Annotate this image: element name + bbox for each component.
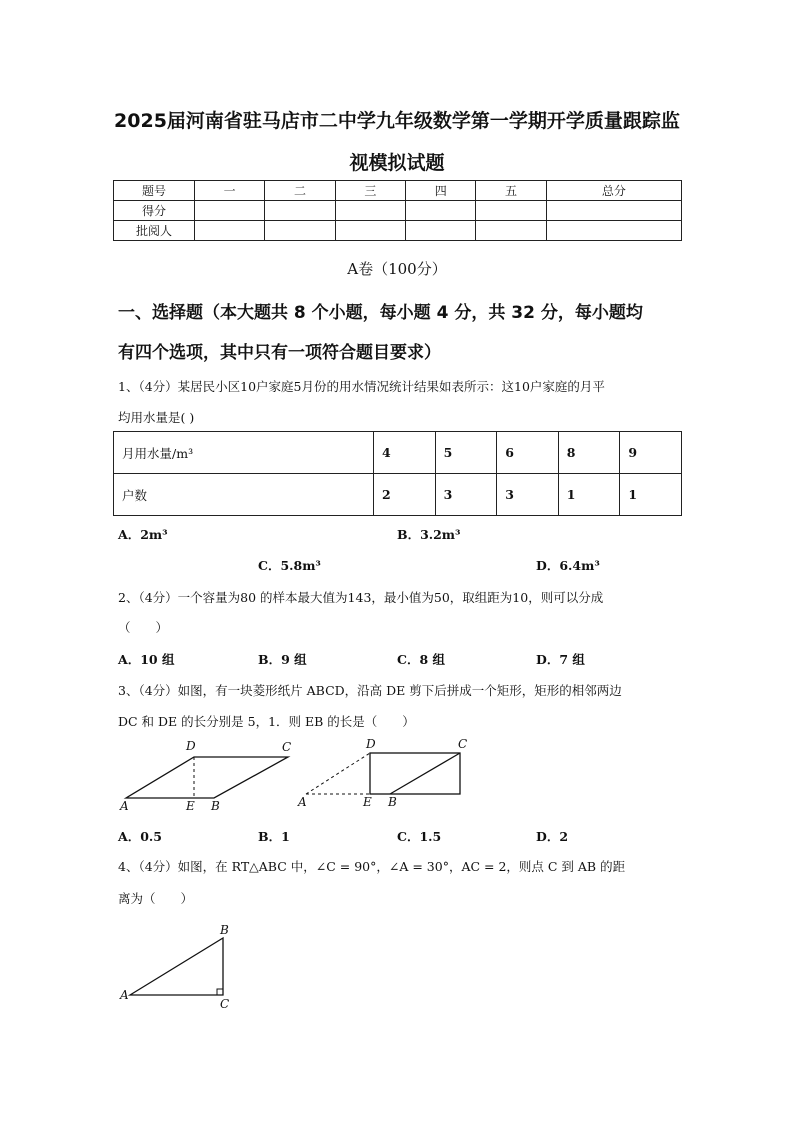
q3-option-a: A．0.5 (118, 829, 162, 844)
exam-title-line2: 视模拟试题 (349, 152, 445, 174)
q4-figure (116, 920, 246, 1012)
fig-label: C (458, 737, 468, 751)
table-cell: 2 (374, 474, 436, 516)
table-cell: 3 (435, 474, 497, 516)
fig-label: E (363, 795, 372, 809)
fig-label: E (186, 799, 195, 813)
table-cell: 6 (497, 432, 559, 474)
score-cell (195, 221, 265, 241)
fig-label: B (211, 799, 220, 813)
q4-text-line1: 4、（4分）如图，在 RT△ABC 中，∠C = 90°，∠A = 30°，AC = 2，则点 C 到 AB 的距 (118, 859, 626, 874)
fig-label: D (186, 739, 196, 753)
table-cell: 8 (558, 432, 620, 474)
score-cell (476, 201, 546, 221)
score-cell (406, 201, 476, 221)
score-header-cell: 一 (195, 181, 265, 201)
fig-label: C (282, 740, 292, 754)
table-cell: 9 (620, 432, 682, 474)
score-header-cell: 题号 (114, 181, 195, 201)
score-cell (265, 221, 335, 241)
table-row (114, 432, 682, 474)
score-header-cell: 二 (265, 181, 335, 201)
score-row-label: 批阅人 (114, 221, 195, 241)
rectangle-shape (370, 753, 460, 794)
score-header-cell: 五 (476, 181, 546, 201)
q1-text-line2: 均用水量是( ) (118, 410, 195, 425)
fig-label: A (120, 799, 129, 813)
score-row-label: 得分 (114, 201, 195, 221)
q2-option-a: A．10 组 (118, 652, 175, 667)
score-cell (195, 201, 265, 221)
q1-option-c: C．5.8m³ (258, 558, 321, 573)
score-header-cell: 三 (335, 181, 405, 201)
part1-heading-line2: 有四个选项，其中只有一项符合题目要求） (118, 343, 441, 363)
q2-option-b: B．9 组 (258, 652, 307, 667)
fig-label: B (220, 923, 229, 937)
section-a-heading: A卷（100分） (347, 260, 447, 278)
fig-label: D (366, 737, 376, 751)
q3-option-c: C．1.5 (397, 829, 442, 844)
score-header-cell: 四 (406, 181, 476, 201)
table-cell: 1 (620, 474, 682, 516)
score-cell (335, 221, 405, 241)
table-row (114, 474, 682, 516)
fig-label: B (388, 795, 397, 809)
right-triangle-shape (130, 938, 223, 995)
table-cell: 5 (435, 432, 497, 474)
table-cell: 户数 (114, 474, 374, 516)
fig-label: A (120, 988, 129, 1002)
fig-label: A (298, 795, 307, 809)
q1-data-table (113, 431, 682, 516)
segment-bc (390, 753, 460, 794)
score-table-row (114, 221, 682, 241)
q1-text-line1: 1、（4分）某居民小区10户家庭5月份的用水情况统计结果如表所示：这10户家庭的月平 (118, 379, 605, 394)
score-cell (406, 221, 476, 241)
q2-text-line2: （ ） (118, 620, 169, 635)
right-angle-mark (217, 989, 223, 995)
q3-option-b: B．1 (258, 829, 290, 844)
table-cell: 1 (558, 474, 620, 516)
exam-title-line1: 2025届河南省驻马店市二中学九年级数学第一学期开学质量跟踪监 (114, 110, 680, 132)
score-header-cell: 总分 (546, 181, 681, 201)
part1-heading-line1: 一、选择题（本大题共 8 个小题，每小题 4 分，共 32 分，每小题均 (118, 303, 643, 323)
rhombus-shape (126, 757, 288, 798)
score-table-header-row (114, 181, 682, 201)
q3-text-line2: DC 和 DE 的长分别是 5，1．则 EB 的长是（ ） (118, 714, 415, 729)
q1-option-a: A．2m³ (118, 527, 168, 542)
score-table-row (114, 201, 682, 221)
table-cell: 3 (497, 474, 559, 516)
table-cell: 月用水量/m³ (114, 432, 374, 474)
q3-text-line1: 3、（4分）如图，有一块菱形纸片 ABCD，沿高 DE 剪下后拼成一个矩形，矩形的相邻两边 (118, 683, 622, 698)
score-cell (265, 201, 335, 221)
q3-option-d: D．2 (536, 829, 569, 844)
dashed-ad (306, 753, 370, 794)
q3-figure (116, 736, 476, 816)
score-table (113, 180, 682, 241)
q1-option-d: D．6.4m³ (536, 558, 600, 573)
q2-option-c: C．8 组 (397, 652, 445, 667)
q2-option-d: D．7 组 (536, 652, 585, 667)
q2-text-line1: 2、（4分）一个容量为80 的样本最大值为143，最小值为50，取组距为10，则可以分成 (118, 590, 604, 605)
fig-label: C (220, 997, 230, 1011)
score-cell (546, 221, 681, 241)
table-cell: 4 (374, 432, 436, 474)
score-cell (546, 201, 681, 221)
q4-text-line2: 离为（ ） (118, 891, 194, 906)
q1-option-b: B．3.2m³ (397, 527, 461, 542)
score-cell (335, 201, 405, 221)
score-cell (476, 221, 546, 241)
